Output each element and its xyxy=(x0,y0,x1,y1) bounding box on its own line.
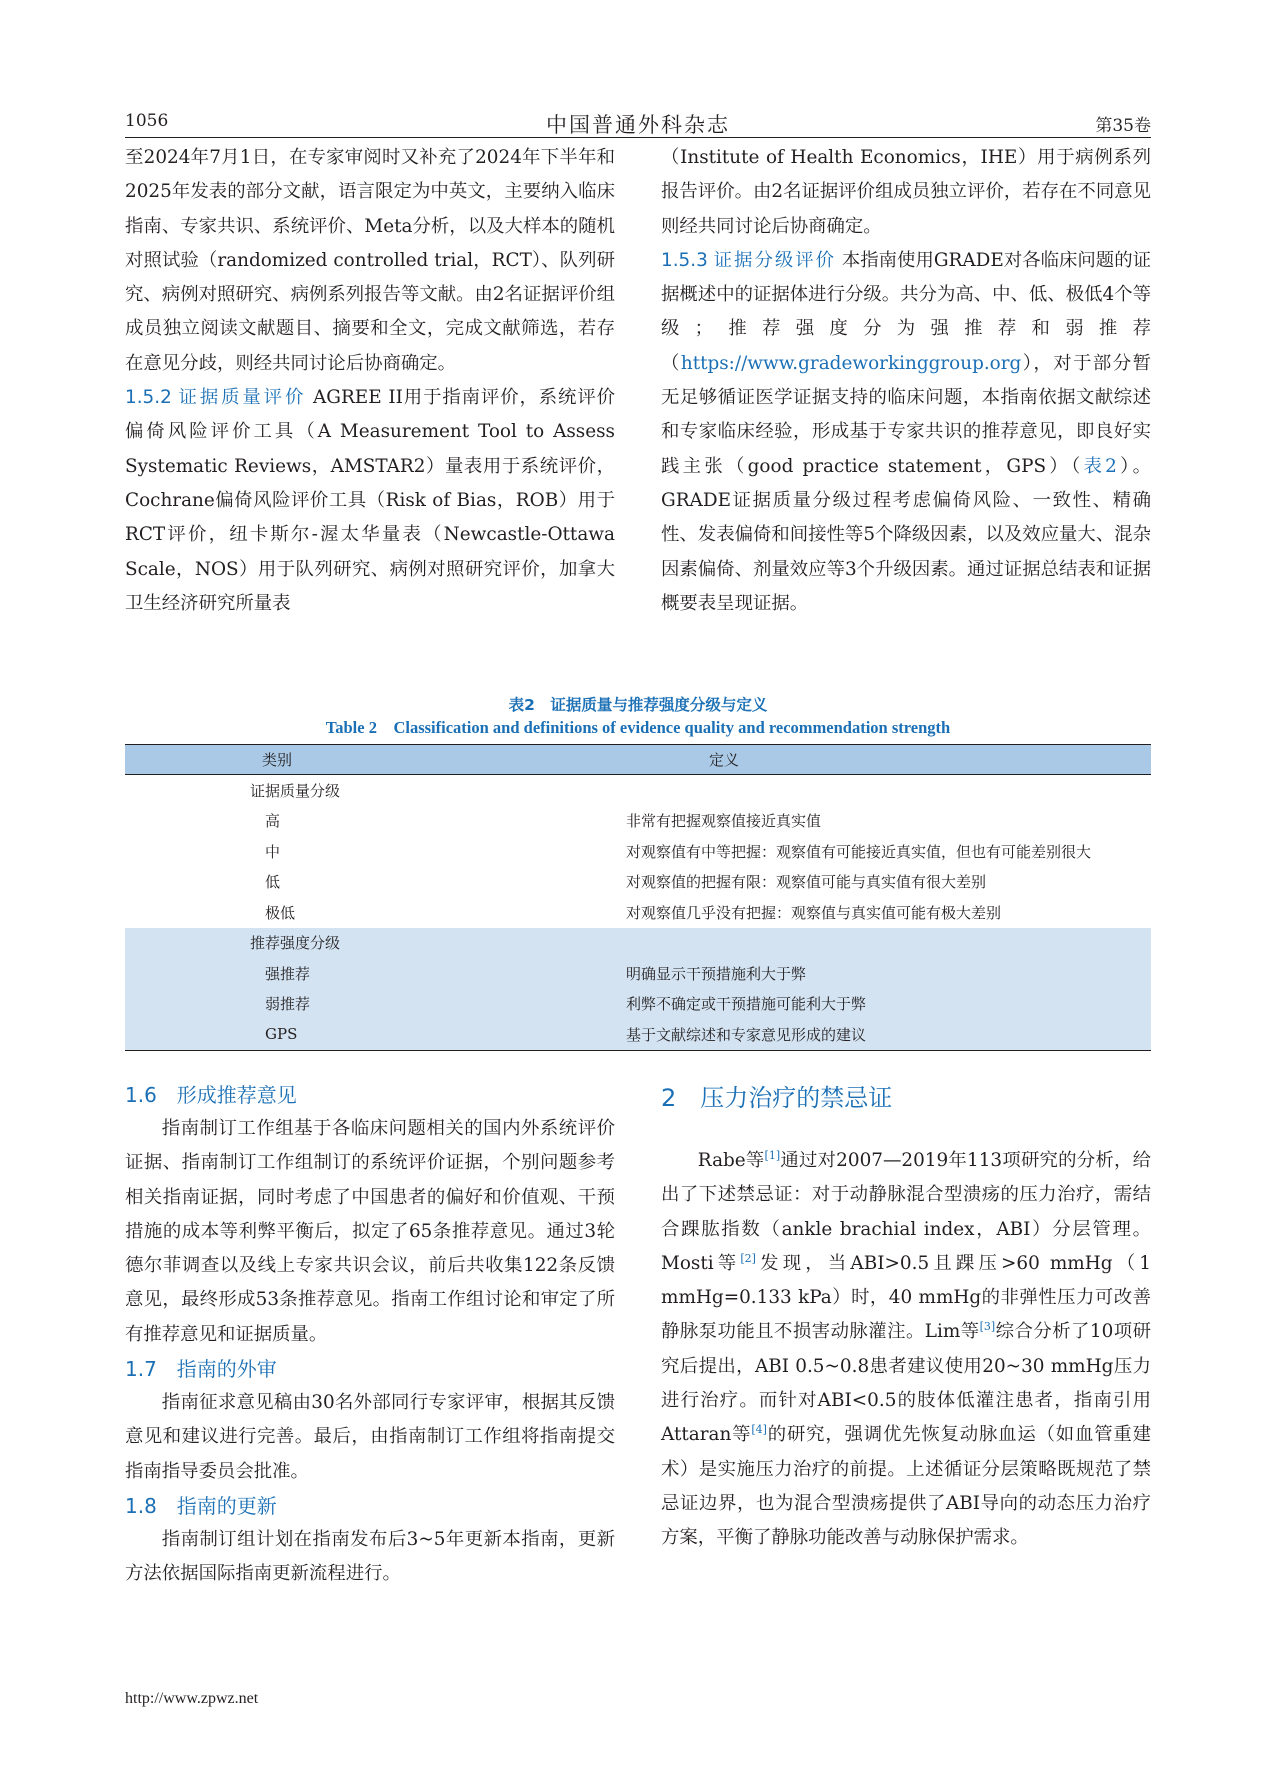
left-column-bottom xyxy=(125,1078,615,1592)
table-cell-definition xyxy=(626,928,1151,959)
right-column-top xyxy=(661,141,1151,621)
table-caption-cn: 表2 证据质量与推荐强度分级与定义 xyxy=(508,696,768,714)
table-row xyxy=(125,897,1151,928)
page-number: 1056 xyxy=(125,111,169,131)
right-column-bottom xyxy=(661,1078,1151,1556)
section-body-a: 本指南使用GRADE对各临床问题的证据概述中的证据体进行分级。共分为高、中、低、极低4个等级；推荐强度分为强推荐和弱推荐（ xyxy=(661,249,1151,374)
section-1-5-3 xyxy=(661,244,1151,621)
table-cell-category: 低 xyxy=(265,873,281,892)
section-number: 1.5.3 xyxy=(661,249,708,271)
text-run: 综合分析了10项研究后提出，ABI 0.5~0.8患者建议使用20~30 mmHg压力进行治疗。而针对ABI<0.5的肢体低灌注患者，指南引用Attaran等 xyxy=(661,1321,1151,1446)
citation-link[interactable]: [2] xyxy=(740,1251,756,1265)
column-header-definition: 定义 xyxy=(626,745,1151,775)
section-number: 1.5.2 xyxy=(125,387,172,409)
paragraph-contraindications xyxy=(661,1144,1151,1556)
citation-link[interactable]: [1] xyxy=(764,1148,781,1162)
table-row xyxy=(125,989,1151,1020)
text-run: 通过对2007—2019年113项研究的分析，给出了下述禁忌证：对于动静脉混合型溃疡的压力治疗，需结合踝肱指数（ankle brachial index，ABI）分层管理。Mosti等 xyxy=(661,1150,1152,1274)
section-heading-1-6: 1.6 形成推荐意见 xyxy=(125,1083,297,1107)
paragraph-ihe: （Institute of Health Economics，IHE）用于病例系列报告评价。由2名证据评价组成员独立评价，若存在不同意见则经共同讨论后协商确定。 xyxy=(661,147,1151,237)
left-column-top xyxy=(125,141,615,621)
table-cell-definition: 利弊不确定或干预措施可能利大于弊 xyxy=(626,989,1151,1020)
table-cell-category: 推荐强度分级 xyxy=(125,928,626,959)
table-cell-definition: 明确显示干预措施利大于弊 xyxy=(626,958,1151,989)
table-row xyxy=(125,867,1151,898)
section-title: 证据质量评价 xyxy=(178,387,307,409)
section-heading-1-7: 1.7 指南的外审 xyxy=(125,1357,277,1382)
table-cell-definition: 基于文献综述和专家意见形成的建议 xyxy=(626,1019,1151,1050)
paragraph-update: 指南制订组计划在指南发布后3~5年更新本指南，更新方法依据国际指南更新流程进行。 xyxy=(125,1528,615,1585)
table-row xyxy=(125,775,1151,806)
table-row xyxy=(125,806,1151,837)
table-row xyxy=(125,928,1151,959)
grade-url-link[interactable]: https://www.gradeworkinggroup.org xyxy=(680,352,1022,374)
table-cell-category: 中 xyxy=(265,842,281,861)
table-cell-category: 极低 xyxy=(265,903,296,922)
table-row xyxy=(125,1019,1151,1050)
table-2-reference-link[interactable]: 表2 xyxy=(1083,455,1117,477)
column-header-category: 类别 xyxy=(125,745,626,775)
table-cell-definition: 对观察值几乎没有把握：观察值与真实值可能有极大差别 xyxy=(626,903,1002,922)
section-heading-1-8: 1.8 指南的更新 xyxy=(125,1493,277,1518)
table-cell-category: 弱推荐 xyxy=(125,989,626,1020)
section-1-5-2 xyxy=(125,381,615,621)
table-cell-definition: 非常有把握观察值接近真实值 xyxy=(626,812,822,831)
section-title: 证据分级评价 xyxy=(713,249,837,271)
paragraph-literature-search: 至2024年7月1日，在专家审阅时又补充了2024年下半年和2025年发表的部分文献，语言限定为中英文，主要纳入临床指南、专家共识、系统评价、Meta分析，以及大样本的随机对照试验（randomized controlled trial，RCT）、队列研究、病例对照研究、病例系列报告等文献。由2名证据评价组成员独立阅读文献题目、摘要和全文，完成文献筛选，若存在意见分歧，则经共同讨论后协商确定。 xyxy=(125,147,615,374)
section-body-c: ）。GRADE证据质量分级过程考虑偏倚风险、一致性、精确性、发表偏倚和间接性等5个降级因素，以及效应量大、混杂因素偏倚、剂量效应等3个升级因素。通过证据总结表和证据概要表呈现证据。 xyxy=(661,455,1151,614)
table-cell-category: 证据质量分级 xyxy=(250,781,341,800)
text-run: 的研究，强调优先恢复动脉血运（如血管重建术）是实施压力治疗的前提。上述循证分层策略既规范了禁忌证边界，也为混合型溃疡提供了ABI导向的动态压力治疗方案，平衡了静脉功能改善与动脉保护需求。 xyxy=(661,1424,1151,1549)
table-cell-category: GPS xyxy=(125,1019,626,1050)
running-header xyxy=(125,111,1151,138)
table-cell-definition: 对观察值的把握有限：观察值可能与真实值有很大差别 xyxy=(626,873,987,892)
table-cell-definition: 对观察值有中等把握：观察值有可能接近真实值，但也有可能差别很大 xyxy=(626,842,1092,861)
table-cell-category: 高 xyxy=(265,812,281,831)
paragraph-external-review: 指南征求意见稿由30名外部同行专家评审，根据其反馈意见和建议进行完善。最后，由指南制订工作组将指南提交指南指导委员会批准。 xyxy=(125,1392,615,1482)
table-cell-category: 强推荐 xyxy=(125,958,626,989)
section-body-b: ），对于部分暂无足够循证医学证据支持的临床问题，本指南依据文献综述和专家临床经验，形成基于专家共识的推荐意见，即良好实践主张（good practice statement，GPS）（ xyxy=(661,352,1151,477)
table-row xyxy=(125,836,1151,867)
table-caption-en: Table 2 Classification and definitions of evidence quality and recommendation strength xyxy=(325,718,951,737)
table-2 xyxy=(125,694,1151,1051)
citation-link[interactable]: [3] xyxy=(979,1320,996,1334)
table-cell-definition xyxy=(626,775,1151,806)
text-run: 发现，当ABI>0.5且踝压>60 mmHg（1 mmHg=0.133 kPa）时，40 mmHg的非弹性压力可改善静脉泵功能且不损害动脉灌注。Lim等 xyxy=(661,1252,1151,1343)
evidence-grading-table xyxy=(125,744,1151,1051)
journal-title: 中国普通外科杂志 xyxy=(546,113,730,137)
volume-label: 第35卷 xyxy=(1095,116,1151,136)
paragraph-recommendations: 指南制订工作组基于各临床问题相关的国内外系统评价证据、指南制订工作组制订的系统评价证据，个别问题参考相关指南证据，同时考虑了中国患者的偏好和价值观、干预措施的成本等利弊平衡后，拟定了65条推荐意见。通过3轮德尔菲调查以及线上专家共识会议，前后共收集122条反馈意见，最终形成53条推荐意见。指南工作组讨论和审定了所有推荐意见和证据质量。 xyxy=(125,1118,615,1345)
text-run: Rabe等 xyxy=(697,1150,765,1171)
citation-link[interactable]: [4] xyxy=(751,1423,767,1437)
table-header-row xyxy=(125,745,1151,775)
footer-url: http://www.zpwz.net xyxy=(125,1690,259,1707)
section-heading-2: 2 压力治疗的禁忌证 xyxy=(661,1084,893,1112)
table-row xyxy=(125,958,1151,989)
section-body: AGREE II用于指南评价，系统评价偏倚风险评价工具（A Measurement Tool to Assess Systematic Reviews，AMSTAR2）量表用于系统评价，Cochrane偏倚风险评价工具（Risk of Bias，ROB）用于RCT评价，纽卡斯尔-渥太华量表（Newcastle-Ottawa Scale，NOS）用于队列研究、病例对照研究评价，加拿大卫生经济研究所量表 xyxy=(125,387,615,614)
